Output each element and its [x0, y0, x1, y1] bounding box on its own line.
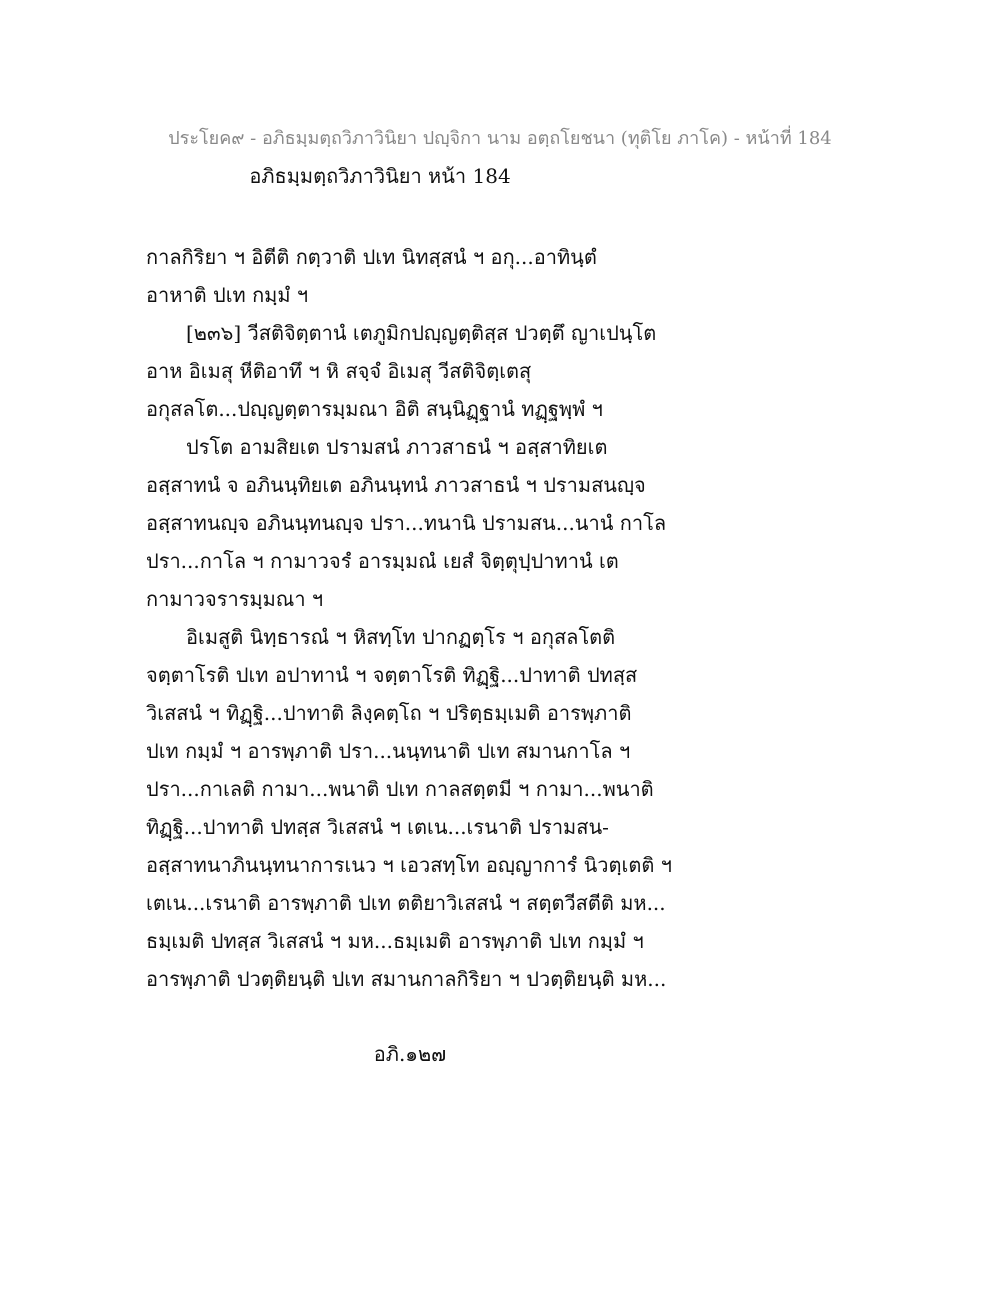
- running-header: ประโยค๙ - อภิธมฺมตฺถวิภาวินิยา ปญฺจิกา นาม อตฺถโยชนา (ทุติโย ภาโค) - หน้าที่ 184: [168, 128, 832, 149]
- text-line: อกุสลโต...ปญฺญตฺตารมฺมณา อิติ สนฺนิฏฺฐานํ ทฏฺฐพฺพํ ฯ: [146, 397, 603, 421]
- text-line: อาห อิเมสุ หีติอาทึ ฯ หิ สจฺจํ อิเมสุ วีสติจิตฺเตสุ: [146, 359, 532, 383]
- text-line: กามาวจรารมฺมณา ฯ: [146, 587, 324, 611]
- text-line: อาหาติ ปเท กมฺมํ ฯ: [146, 283, 309, 307]
- text-line: วิเสสนํ ฯ ทิฏฺฐิ...ปาทาติ ลิงฺคตฺโถ ฯ ปริตฺธมฺเมติ อารพฺภาติ: [146, 701, 632, 725]
- text-line: ทิฏฺฐิ...ปาทาติ ปทสฺส วิเสสนํ ฯ เตเน...เรนาติ ปรามสน-: [146, 815, 609, 839]
- text-line: ธมฺเมติ ปทสฺส วิเสสนํ ฯ มห...ธมฺเมติ อารพฺภาติ ปเท กมฺมํ ฯ: [146, 929, 644, 953]
- text-line: ปรา...กาโล ฯ กามาวจรํ อารมฺมณํ เยสํ จิตฺตุปฺปาทานํ เต: [146, 549, 619, 573]
- text-line: อสฺสาทนญฺจ อภินนฺทนญฺจ ปรา...ทนานิ ปรามสน...นานํ กาโล: [146, 511, 667, 535]
- paragraph-start-line: อิเมสูติ นิทฺธารณํ ฯ หิสทฺโท ปากฏตฺโร ฯ อกุสลโตติ: [186, 625, 616, 649]
- text-line: เตเน...เรนาติ อารพฺภาติ ปเท ตติยาวิเสสนํ ฯ สตฺตวีสตีติ มห...: [146, 891, 666, 915]
- body-text: [146, 238, 686, 998]
- paragraph-start-line: ปรโต อามสิยเต ปรามสนํ ภาวสาธนํ ฯ อสฺสาทิยเต: [186, 435, 608, 459]
- text-line: ปเท กมฺมํ ฯ อารพฺภาติ ปรา...นนฺทนาติ ปเท สมานกาโล ฯ: [146, 739, 631, 763]
- page-title: อภิธมฺมตฺถวิภาวินิยา หน้า 184: [249, 164, 511, 188]
- text-line: อารพฺภาติ ปวตฺติยนฺติ ปเท สมานกาลกิริยา ฯ ปวตฺติยนฺติ มห...: [146, 967, 667, 991]
- text-line: ปรา...กาเลติ กามา...พนาติ ปเท กาลสตฺตมี ฯ กามา...พนาติ: [146, 777, 654, 801]
- text-line: จตฺตาโรติ ปเท อปาทานํ ฯ จตฺตาโรติ ทิฏฺฐิ...ปาทาติ ปทสฺส: [146, 663, 638, 687]
- text-line: อสฺสาทนํ จ อภินนฺทิยเต อภินนฺทนํ ภาวสาธนํ ฯ ปรามสนญฺจ: [146, 473, 646, 497]
- text-line: กาลกิริยา ฯ อิตีติ กตฺวาติ ปเท นิทสฺสนํ ฯ อกุ...อาทินฺตํ: [146, 245, 597, 269]
- paragraph-start-line: [๒๓๖] วีสติจิตฺตานํ เตภูมิกปญฺญตฺติสฺส ปวตฺตึ ญาเปนฺโต: [186, 321, 657, 345]
- footer-page-code: อภิ.๑๒๗: [373, 1042, 447, 1066]
- text-line: อสฺสาทนาภินนฺทนาการเนว ฯ เอวสทฺโท อญฺญาการํ นิวตฺเตติ ฯ: [146, 853, 672, 877]
